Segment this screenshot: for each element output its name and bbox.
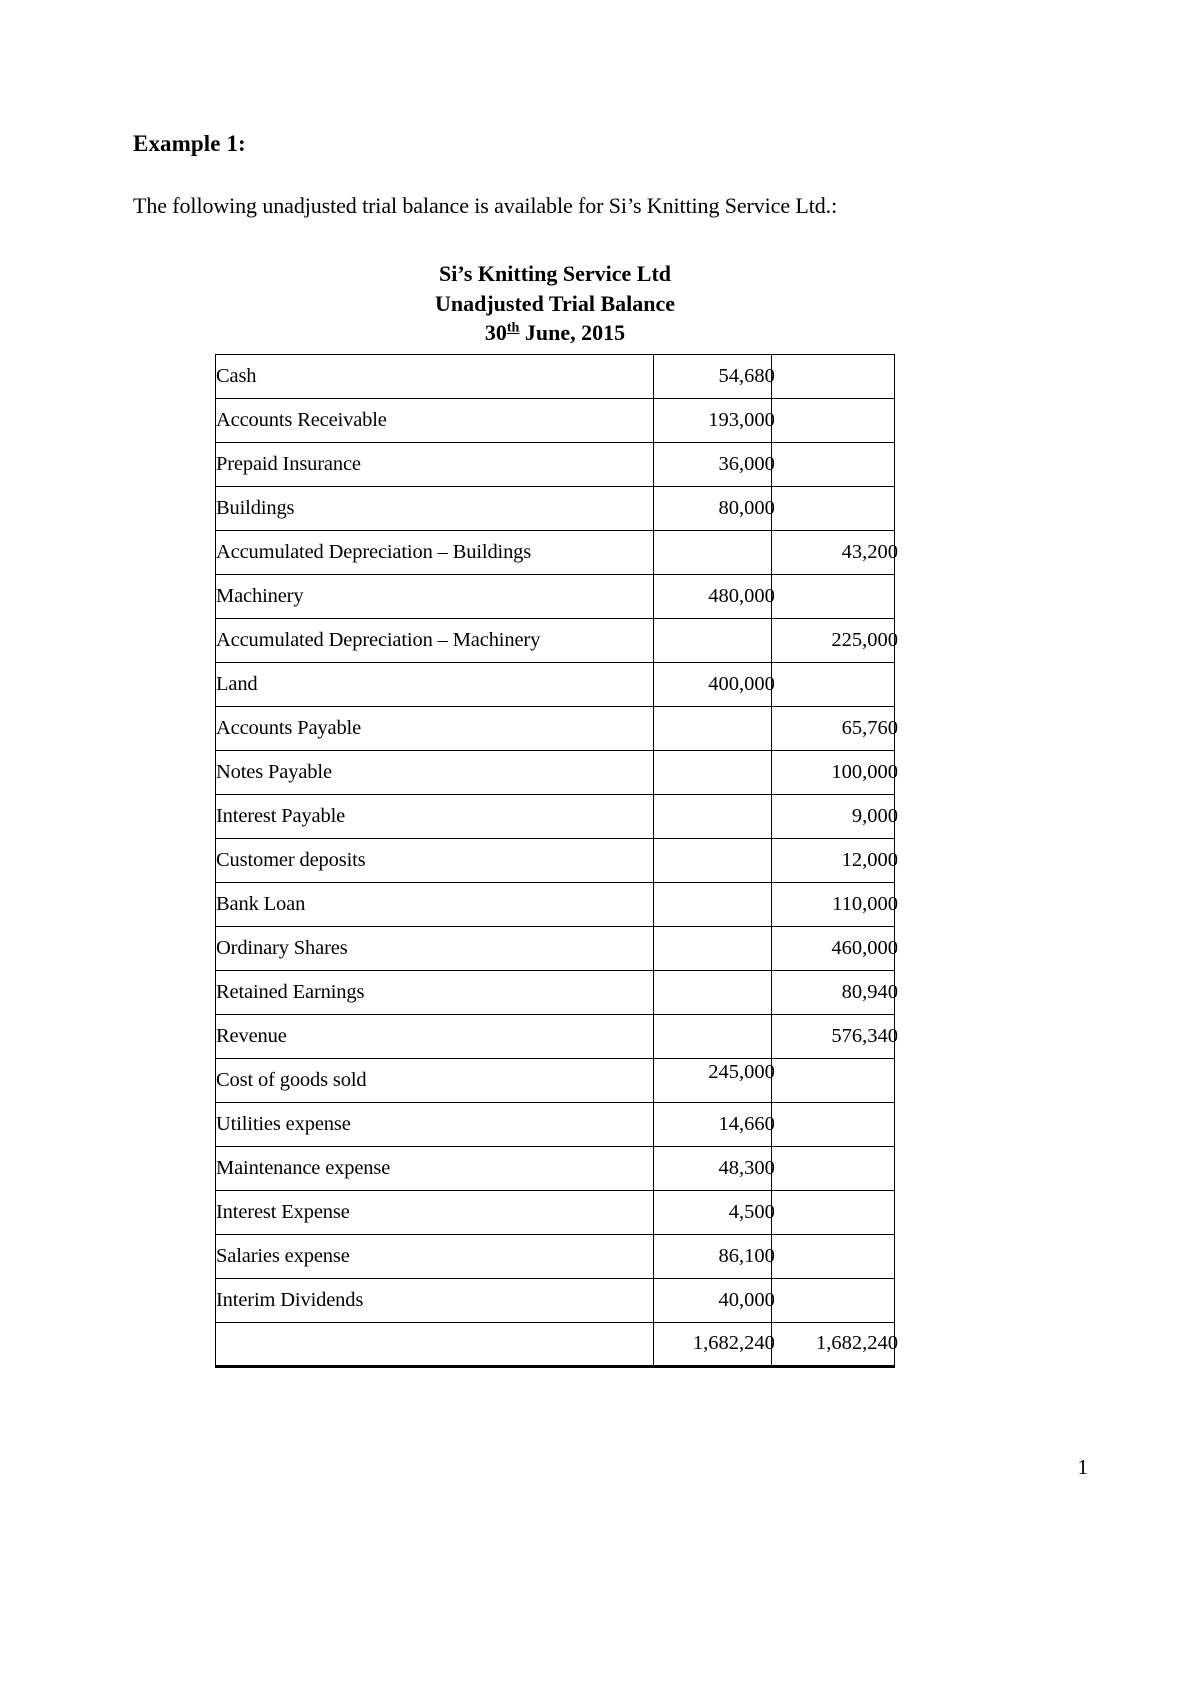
account-name-cell: Utilities expense	[216, 1102, 654, 1146]
table-row	[216, 706, 895, 750]
account-name-cell: Maintenance expense	[216, 1146, 654, 1190]
company-name: Si’s Knitting Service Ltd	[438, 261, 672, 287]
credit-cell	[771, 1102, 894, 1146]
credit-cell	[771, 706, 898, 750]
credit-cell	[771, 882, 898, 926]
account-name-cell: Cash	[216, 354, 654, 398]
table-row	[216, 1102, 895, 1146]
debit-value: 48,300	[718, 1156, 775, 1179]
credit-cell	[771, 530, 898, 574]
table-row	[216, 794, 895, 838]
intro-paragraph: The following unadjusted trial balance is available for Si’s Knitting Service Ltd.:	[133, 192, 838, 218]
table-row	[216, 970, 895, 1014]
debit-cell	[653, 750, 771, 794]
account-name-cell: Cost of goods sold	[216, 1058, 654, 1102]
account-name-cell: Machinery	[216, 574, 654, 618]
statement-date	[215, 318, 895, 347]
table-row	[216, 1234, 895, 1278]
debit-cell	[653, 706, 771, 750]
totals-label-cell	[216, 1322, 654, 1366]
debit-cell	[653, 838, 771, 882]
credit-value: 225,000	[831, 628, 898, 651]
example-heading: Example 1:	[133, 131, 246, 156]
debit-value: 36,000	[718, 452, 775, 475]
account-name-cell: Interest Payable	[216, 794, 654, 838]
account-name-cell: Prepaid Insurance	[216, 442, 654, 486]
credit-value: 100,000	[831, 760, 898, 783]
table-row	[216, 838, 895, 882]
debit-cell	[653, 1146, 775, 1190]
credit-cell	[771, 794, 898, 838]
table-row	[216, 750, 895, 794]
table-row	[216, 354, 895, 398]
debit-value: 80,000	[718, 496, 775, 519]
table-row	[216, 1278, 895, 1322]
table-row	[216, 398, 895, 442]
debit-value: 54,680	[718, 364, 775, 387]
credit-cell	[771, 1234, 894, 1278]
credit-value: 9,000	[851, 804, 898, 827]
debit-cell	[653, 970, 771, 1014]
page-content	[133, 130, 1068, 1368]
debit-value: 245,000	[708, 1060, 775, 1083]
debit-cell	[653, 486, 775, 530]
credit-cell	[771, 1058, 894, 1102]
credit-cell	[771, 1146, 894, 1190]
account-name-cell: Notes Payable	[216, 750, 654, 794]
debit-cell	[653, 398, 775, 442]
date-month-year: June, 2015	[519, 320, 626, 346]
credit-cell	[771, 926, 898, 970]
credit-value: 43,200	[841, 540, 898, 563]
table-row	[216, 1014, 895, 1058]
totals-credit-cell	[771, 1322, 898, 1366]
account-name-cell: Interest Expense	[216, 1190, 654, 1234]
account-name-cell: Salaries expense	[216, 1234, 654, 1278]
table-row	[216, 882, 895, 926]
debit-cell	[653, 574, 775, 618]
totals-debit-value: 1,682,240	[692, 1332, 775, 1354]
table-row	[216, 926, 895, 970]
table-row	[216, 486, 895, 530]
credit-cell	[771, 442, 894, 486]
credit-cell	[771, 1278, 894, 1322]
debit-cell	[653, 1278, 775, 1322]
debit-value: 40,000	[718, 1288, 775, 1311]
statement-title-block	[215, 259, 895, 347]
credit-value: 576,340	[831, 1024, 898, 1047]
debit-cell	[653, 1014, 771, 1058]
credit-cell	[771, 970, 898, 1014]
account-name-cell: Land	[216, 662, 654, 706]
table-row	[216, 442, 895, 486]
debit-value: 86,100	[718, 1244, 775, 1267]
credit-value: 80,940	[841, 980, 898, 1003]
date-ordinal-suffix: th	[506, 319, 520, 336]
account-name-cell: Ordinary Shares	[216, 926, 654, 970]
account-name-cell: Accounts Payable	[216, 706, 654, 750]
statement-type: Unadjusted Trial Balance	[435, 290, 675, 316]
table-row	[216, 530, 895, 574]
table-row	[216, 574, 895, 618]
credit-value: 65,760	[841, 716, 898, 739]
debit-cell	[653, 442, 775, 486]
debit-cell	[653, 1058, 775, 1102]
credit-cell	[771, 750, 898, 794]
account-name-cell: Revenue	[216, 1014, 654, 1058]
debit-cell	[653, 1234, 775, 1278]
totals-debit-cell	[653, 1322, 775, 1366]
credit-value: 110,000	[832, 892, 898, 915]
debit-cell	[653, 1102, 775, 1146]
credit-cell	[771, 662, 894, 706]
account-name-cell: Accumulated Depreciation – Buildings	[216, 530, 654, 574]
table-row	[216, 1058, 895, 1102]
debit-cell	[653, 618, 771, 662]
credit-cell	[771, 1014, 898, 1058]
table-row	[216, 662, 895, 706]
account-name-cell: Retained Earnings	[216, 970, 654, 1014]
credit-value: 12,000	[841, 848, 898, 871]
totals-credit-value: 1,682,240	[816, 1332, 898, 1354]
table-row	[216, 618, 895, 662]
account-name-cell: Bank Loan	[216, 882, 654, 926]
account-name-cell: Accumulated Depreciation – Machinery	[216, 618, 654, 662]
credit-cell	[771, 574, 894, 618]
account-name-cell: Customer deposits	[216, 838, 654, 882]
account-name-cell: Buildings	[216, 486, 654, 530]
credit-cell	[771, 354, 894, 398]
credit-cell	[771, 838, 898, 882]
table-row	[216, 1190, 895, 1234]
debit-cell	[653, 530, 771, 574]
debit-cell	[653, 662, 775, 706]
date-day: 30	[484, 320, 507, 346]
credit-cell	[771, 618, 898, 662]
table-row	[216, 1146, 895, 1190]
debit-cell	[653, 1190, 775, 1234]
debit-value: 400,000	[708, 672, 775, 695]
debit-cell	[653, 794, 771, 838]
totals-row	[216, 1322, 895, 1366]
debit-value: 193,000	[708, 408, 775, 431]
credit-cell	[771, 1190, 894, 1234]
debit-value: 4,500	[728, 1200, 775, 1223]
credit-cell	[771, 398, 894, 442]
debit-cell	[653, 926, 771, 970]
account-name-cell: Accounts Receivable	[216, 398, 654, 442]
credit-value: 460,000	[831, 936, 898, 959]
debit-cell	[653, 882, 771, 926]
debit-value: 14,660	[718, 1112, 775, 1135]
account-name-cell: Interim Dividends	[216, 1278, 654, 1322]
page-number: 1	[1077, 1455, 1088, 1479]
debit-value: 480,000	[708, 584, 775, 607]
trial-balance-table	[215, 354, 898, 1368]
credit-cell	[771, 486, 894, 530]
debit-cell	[653, 354, 775, 398]
